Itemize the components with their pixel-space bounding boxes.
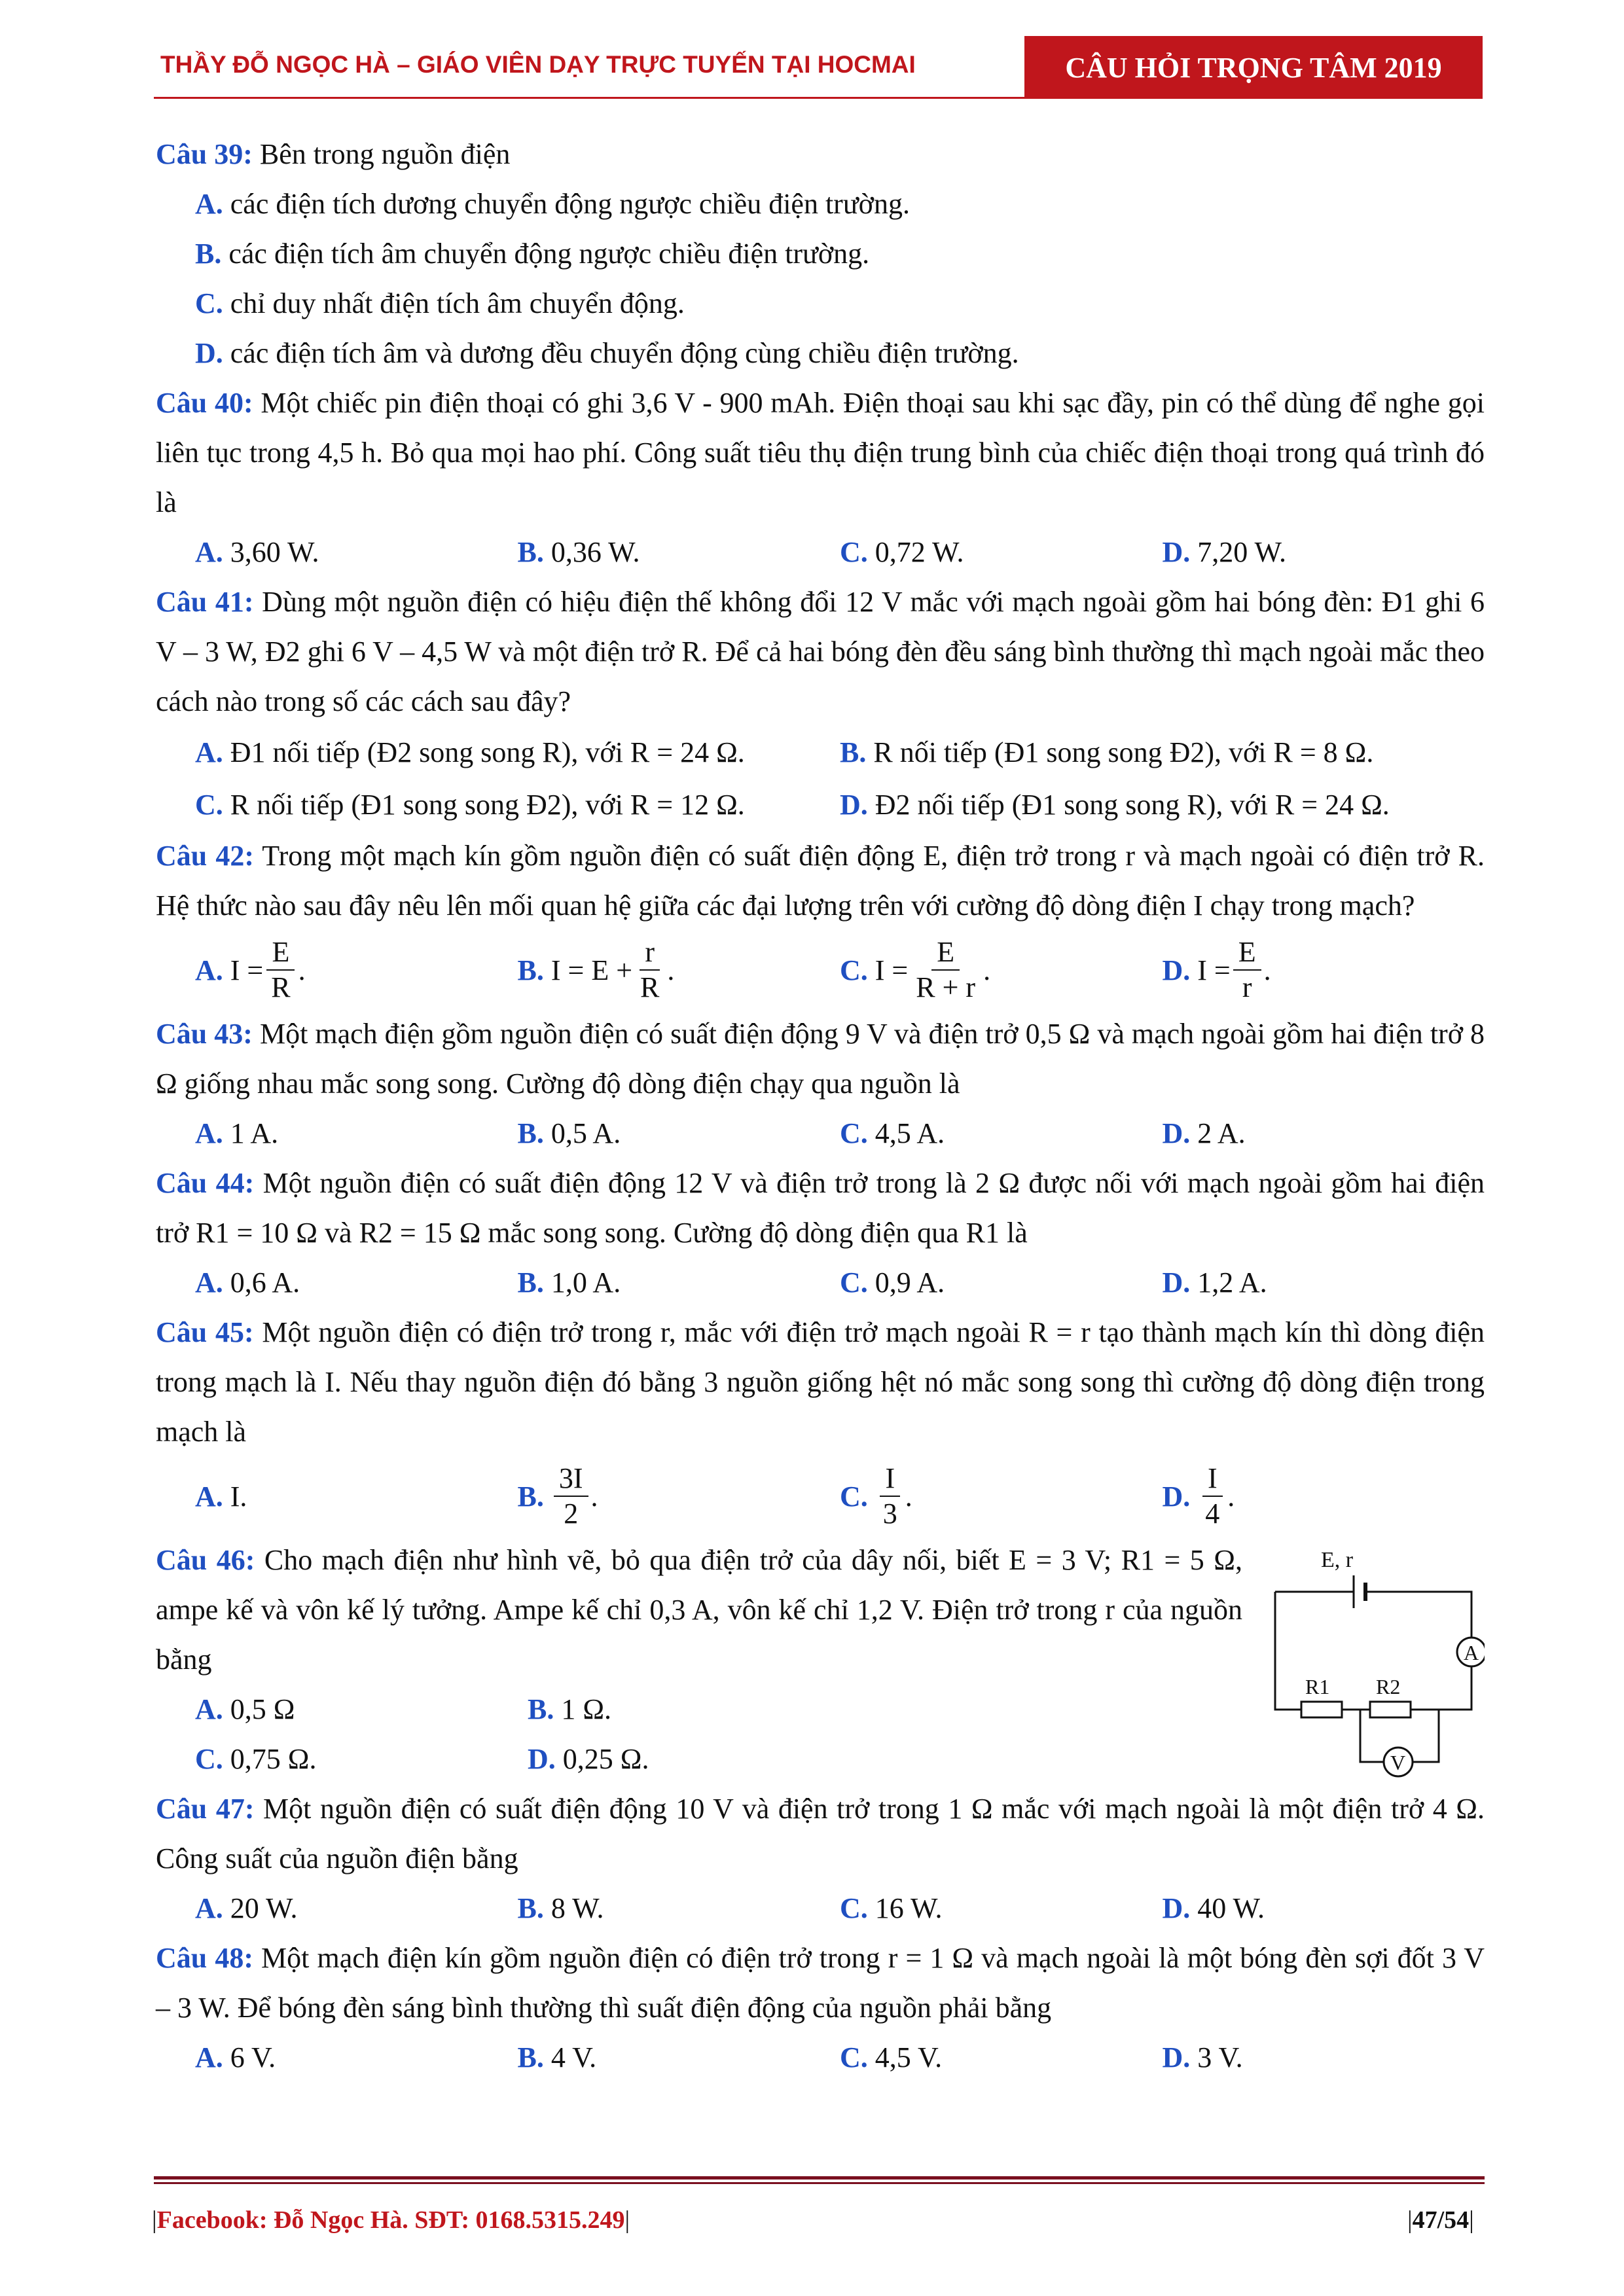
option-a: A. I. xyxy=(195,1480,247,1513)
option-c: C. 16 W. xyxy=(840,1892,943,1924)
fraction: $\frac{I}{4}$ xyxy=(1200,1463,1225,1530)
question-text: Dùng một nguồn điện có hiệu điện thế không đổi 12 V mắc với mạch ngoài gồm hai bóng đèn: Đ1 ghi 6 V – 3 W, Đ2 ghi 6 V – 4,5 W và một điện trở R. Để cả hai bóng đèn đều sáng bình thường thì mạch ngoài mắc theo cách nào trong số các cách sau đây? xyxy=(156,586,1485,717)
options-row xyxy=(156,779,1485,831)
option-c: C. 0,75 Ω. xyxy=(195,1743,317,1775)
option-d: D. Đ2 nối tiếp (Đ1 song song R), với R = 24 Ω. xyxy=(840,789,1390,821)
option-b: B. 4 V. xyxy=(517,2041,597,2073)
r2-label: R2 xyxy=(1376,1675,1401,1698)
question-number: Câu 39: xyxy=(156,138,253,170)
question-list xyxy=(156,130,1485,2083)
question-text: Một mạch điện gồm nguồn điện có suất điện động 9 V và điện trở 0,5 Ω và mạch ngoài gồm hai điện trở 8 Ω giống nhau mắc song song. Cường độ dòng điện chạy qua nguồn là xyxy=(156,1018,1485,1100)
option-b: B. R nối tiếp (Đ1 song song Đ2), với R = 8 Ω. xyxy=(840,736,1374,768)
option-b: B. 8 W. xyxy=(517,1892,604,1924)
header-badge: CÂU HỎI TRỌNG TÂM 2019 xyxy=(1024,36,1483,99)
voltmeter-label: V xyxy=(1390,1751,1406,1774)
question-41 xyxy=(156,577,1485,726)
question-number: Câu 42: xyxy=(156,840,254,872)
option-c: C. $\frac{I}{3}$ . xyxy=(840,1462,912,1530)
resistor-r2 xyxy=(1370,1702,1411,1717)
option-b: B. $\frac{3I}{2}$ . xyxy=(517,1462,598,1530)
question-text: Cho mạch điện như hình vẽ, bỏ qua điện trở của dây nối, biết E = 3 V; R1 = 5 Ω, ampe kế và vôn kế lý tưởng. Ampe kế chỉ 0,3 A, vôn kế chỉ 1,2 V. Điện trở trong r của nguồn bằng xyxy=(156,1544,1242,1676)
question-text: Một nguồn điện có điện trở trong r, mắc với điện trở mạch ngoài R = r tạo thành mạch kín thì dòng điện trong mạch là I. Nếu thay nguồn điện đó bằng 3 nguồn giống hệt nó mắc song song thì cường độ dòng điện trong mạch là xyxy=(156,1316,1485,1448)
options-row xyxy=(156,1109,1485,1158)
fraction: $\frac{E}{R}$ xyxy=(266,937,295,1004)
option-d: D. 40 W. xyxy=(1162,1892,1265,1924)
question-text: Một nguồn điện có suất điện động 12 V và điện trở trong là 2 Ω được nối với mạch ngoài gồm hai điện trở R1 = 10 Ω và R2 = 15 Ω mắc song song. Cường độ dòng điện qua R1 là xyxy=(156,1167,1485,1249)
option-c: C. I = $\frac{E}{R + r}$ . xyxy=(840,935,991,1003)
question-text: Một chiếc pin điện thoại có ghi 3,6 V - 900 mAh. Điện thoại sau khi sạc đầy, pin có thể dùng để nghe gọi liên tục trong 4,5 h. Bỏ qua mọi hao phí. Công suất tiêu thụ điện trung bình của chiếc điện thoại trong quá trình đó là xyxy=(156,387,1485,518)
options-row xyxy=(156,2033,1485,2083)
option-c: C. R nối tiếp (Đ1 song song Đ2), với R = 12 Ω. xyxy=(195,789,745,821)
question-number: Câu 41: xyxy=(156,586,254,618)
page-number: |47/54| xyxy=(1407,2206,1474,2234)
option-d: D. 3 V. xyxy=(1162,2041,1243,2073)
option-d: D. 0,25 Ω. xyxy=(528,1743,649,1775)
resistor-r1 xyxy=(1301,1702,1342,1717)
option-c: C. 0,72 W. xyxy=(840,536,964,568)
option-a: A. I = $\frac{E}{R}$ . xyxy=(195,935,306,1003)
question-44 xyxy=(156,1158,1485,1258)
question-number: Câu 44: xyxy=(156,1167,255,1199)
options-row xyxy=(156,1685,1242,1734)
option-d: D. I = $\frac{E}{r}$ . xyxy=(1162,935,1271,1003)
option-a: A. 0,6 A. xyxy=(195,1266,300,1299)
option-a: A. 3,60 W. xyxy=(195,536,319,568)
circuit-diagram xyxy=(1262,1539,1485,1788)
footer-rule xyxy=(154,2182,1485,2184)
question-number: Câu 48: xyxy=(156,1942,253,1974)
option-b: B. I = E + $\frac{r}{R}$ . xyxy=(517,935,675,1003)
question-number: Câu 46: xyxy=(156,1544,255,1576)
option-a: A. 20 W. xyxy=(195,1892,298,1924)
option-d: D. 7,20 W. xyxy=(1162,536,1286,568)
question-40 xyxy=(156,378,1485,528)
footer-contact: |Facebook: Đỗ Ngọc Hà. SĐT: 0168.5315.249| xyxy=(152,2206,630,2234)
options-row xyxy=(156,931,1485,1009)
option-c: C. 4,5 V. xyxy=(840,2041,943,2073)
question-text: Một nguồn điện có suất điện động 10 V và điện trở trong 1 Ω mắc với mạch ngoài là một điện trở 4 Ω. Công suất của nguồn điện bằng xyxy=(156,1793,1485,1874)
ammeter-label: A xyxy=(1464,1641,1479,1664)
r1-label: R1 xyxy=(1305,1675,1330,1698)
option-b: B. các điện tích âm chuyển động ngược chiều điện trường. xyxy=(195,238,870,270)
option-b: B. 1 Ω. xyxy=(528,1693,612,1725)
option-c: C. 0,9 A. xyxy=(840,1266,945,1299)
option-a: A. 1 A. xyxy=(195,1117,279,1149)
question-45 xyxy=(156,1308,1485,1457)
fraction: $\frac{3I}{2}$ xyxy=(554,1463,588,1530)
options-row xyxy=(156,528,1485,577)
question-stem xyxy=(156,1535,1242,1685)
option-c: C. chỉ duy nhất điện tích âm chuyển động. xyxy=(195,287,685,319)
options-row xyxy=(156,1884,1485,1933)
fraction: $\frac{r}{R}$ xyxy=(640,935,660,1003)
fraction: $\frac{I}{3}$ xyxy=(878,1463,903,1530)
question-43 xyxy=(156,1009,1485,1109)
option-d: D. 1,2 A. xyxy=(1162,1266,1267,1299)
fraction: $\frac{E}{R + r}$ xyxy=(916,935,976,1003)
option-b: B. 1,0 A. xyxy=(517,1266,621,1299)
option-b: B. 0,36 W. xyxy=(517,536,640,568)
options-row xyxy=(156,726,1485,779)
option-a: A. 0,5 Ω xyxy=(195,1693,295,1725)
options-row xyxy=(156,1734,1242,1784)
question-39 xyxy=(156,130,1485,179)
question-46 xyxy=(156,1535,1485,1784)
question-number: Câu 43: xyxy=(156,1018,253,1050)
header-rule xyxy=(154,97,1024,99)
question-42 xyxy=(156,831,1485,931)
circuit-wire-top xyxy=(1275,1592,1471,1638)
question-text: Trong một mạch kín gồm nguồn điện có suất điện động E, điện trở trong r và mạch ngoài có điện trở R. Hệ thức nào sau đây nêu lên mối quan hệ giữa các đại lượng trên với cường độ dòng điện I chạy trong mạch? xyxy=(156,840,1485,922)
header-title: THẦY ĐỖ NGỌC HÀ – GIÁO VIÊN DẠY TRỰC TUYẾN TẠI HOCMAI xyxy=(160,51,916,78)
circuit-wire-left xyxy=(1275,1592,1301,1710)
option-c: C. 4,5 A. xyxy=(840,1117,945,1149)
question-47 xyxy=(156,1784,1485,1884)
option-d: D. các điện tích âm và dương đều chuyển động cùng chiều điện trường. xyxy=(195,337,1019,369)
option-d: D. $\frac{I}{4}$ . xyxy=(1162,1462,1235,1530)
option-a: A. 6 V. xyxy=(195,2041,276,2073)
option-b: B. 0,5 A. xyxy=(517,1117,621,1149)
option-d: D. 2 A. xyxy=(1162,1117,1246,1149)
option-a: A. Đ1 nối tiếp (Đ2 song song R), với R = 24 Ω. xyxy=(195,736,745,768)
question-text: Bên trong nguồn điện xyxy=(252,138,511,170)
options-row xyxy=(156,1258,1485,1308)
source-label: E, r xyxy=(1321,1548,1354,1572)
question-number: Câu 45: xyxy=(156,1316,254,1348)
option-a: A. các điện tích dương chuyển động ngược chiều điện trường. xyxy=(195,188,910,220)
question-48 xyxy=(156,1933,1485,2033)
fraction: $\frac{E}{r}$ xyxy=(1233,937,1261,1004)
footer-rule xyxy=(154,2176,1485,2179)
options-row xyxy=(156,1457,1485,1535)
question-number: Câu 40: xyxy=(156,387,253,419)
question-number: Câu 47: xyxy=(156,1793,255,1825)
circuit-wire-right xyxy=(1411,1666,1471,1710)
question-text: Một mạch điện kín gồm nguồn điện có điện trở trong r = 1 Ω và mạch ngoài là một bóng đèn sợi đốt 3 V – 3 W. Để bóng đèn sáng bình thường thì suất điện động của nguồn phải bằng xyxy=(156,1942,1485,2024)
